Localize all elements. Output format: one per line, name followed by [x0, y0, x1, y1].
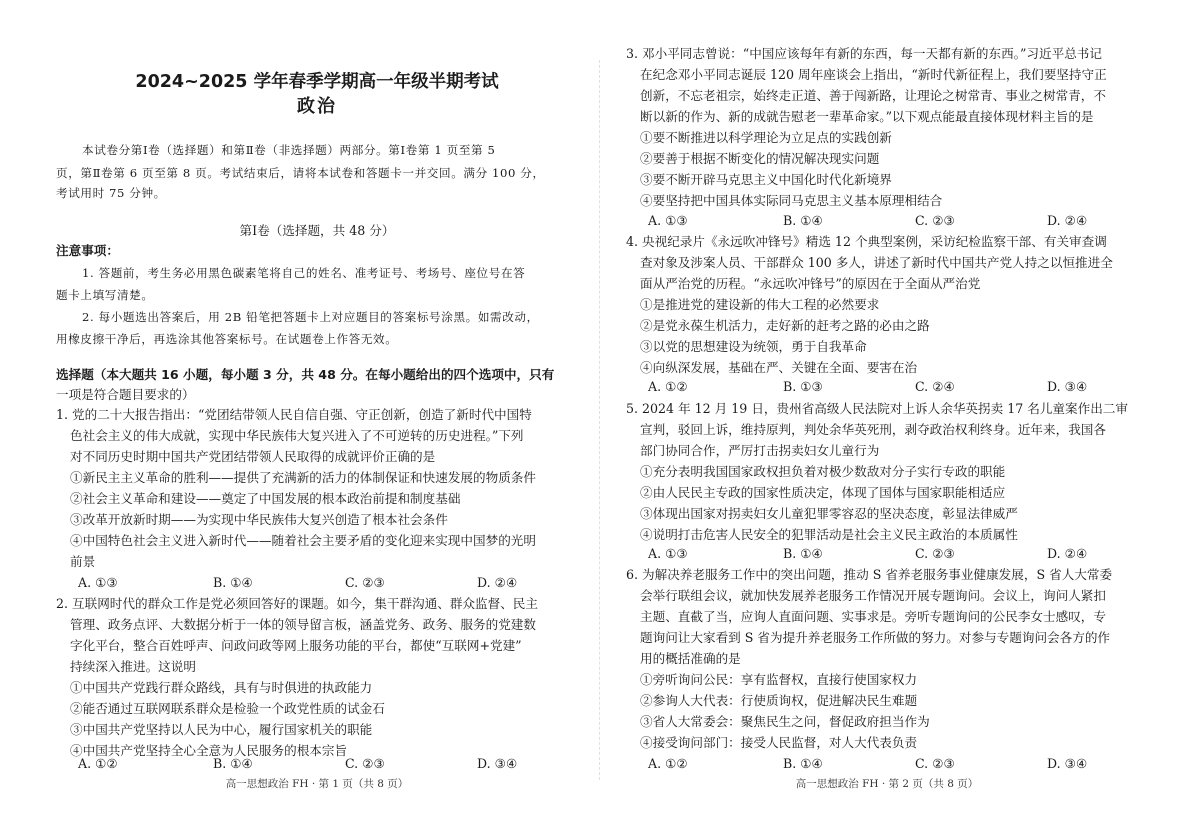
option-d[interactable]: D. ③④ [477, 756, 518, 771]
option-a[interactable]: A. ①③ [648, 546, 688, 561]
question-1-statement: 前景 [70, 554, 96, 569]
option-c[interactable]: C. ②④ [915, 379, 955, 394]
question-6-line: 主题、直截了当，应询人直面问题、实事求是。旁听专题询问的公民李女士感叹，专 [640, 609, 1106, 624]
option-a[interactable]: A. ①③ [648, 213, 688, 228]
option-a[interactable]: A. ①③ [78, 575, 118, 590]
notice-line: 1. 答题前，考生务必用黑色碳素笔将自己的姓名、准考证号、考场号、座位号在答 [82, 266, 526, 280]
question-4-statement: ②是党永葆生机活力，走好新的赶考之路的必由之路 [640, 318, 930, 333]
intro-line: 页，第Ⅱ卷第 6 页至第 8 页。考试结束后，请将本试卷和答题卡一并交回。满分 100 分， [56, 166, 545, 180]
question-5-line: 部门协同合作，严厉打击拐卖妇女儿童行为 [640, 443, 880, 458]
page-divider [599, 60, 600, 780]
question-5-line: 5. 2024 年 12 月 19 日，贵州省高级人民法院对上诉人余华英拐卖 17 名儿童案作出二审 [626, 401, 1128, 416]
subject-title: 政治 [297, 96, 337, 117]
question-1-options [56, 574, 578, 592]
exam-title: 2024~2025 学年春季学期高一年级半期考试 [135, 72, 499, 92]
question-4-statement: ④向纵深发展，基础在严、关键在全面、要害在治 [640, 360, 918, 375]
question-1-line: 色社会主义的伟大成就，实现中华民族伟大复兴进入了不可逆转的历史进程。”下列 [70, 428, 524, 443]
question-3-statement: ④要坚持把中国具体实际同马克思主义基本原理相结合 [640, 193, 943, 208]
option-d[interactable]: D. ②④ [1047, 213, 1088, 228]
question-5-line: 宣判，驳回上诉，维持原判，判处余华英死刑，剥夺政治权利终身。近年来，我国各 [640, 422, 1106, 437]
exam-page-1 [56, 0, 578, 826]
question-6-statement: ①旁听询问公民：享有监督权，直接行使国家权力 [640, 672, 918, 687]
page-footer: 高一思想政治 FH · 第 2 页（共 8 页） [795, 778, 979, 790]
question-1-line: 对不同历史时期中国共产党团结带领人民取得的成就评价正确的是 [70, 449, 436, 464]
exam-page-2 [626, 0, 1148, 826]
question-6-statement: ③省人大常委会：聚焦民生之问，督促政府担当作为 [640, 714, 930, 729]
option-a[interactable]: A. ①② [648, 379, 688, 394]
option-c[interactable]: C. ②③ [915, 546, 955, 561]
question-4-statement: ①是推进党的建设新的伟大工程的必然要求 [640, 297, 880, 312]
question-3-line: 断以新的作为、新的成就告慰老一辈革命家。”以下观点能最直接体现材料主旨的是 [640, 109, 1094, 124]
option-d[interactable]: D. ②④ [1047, 546, 1088, 561]
notice-line: 2. 每小题选出答案后，用 2B 铅笔把答题卡上对应题目的答案标号涂黑。如需改动， [82, 310, 539, 324]
question-2-statement: ③中国共产党坚持以人民为中心，履行国家机关的职能 [70, 722, 373, 737]
question-4-line: 面从严治党的历程。“永远吹冲锋号”的原因在于全面从严治党 [640, 276, 981, 291]
option-d[interactable]: D. ②④ [477, 575, 518, 590]
option-c[interactable]: C. ②③ [345, 756, 385, 771]
question-1-statement: ②社会主义革命和建设——奠定了中国发展的根本政治前提和制度基础 [70, 491, 461, 506]
section-title: 第Ⅰ卷（选择题，共 48 分） [239, 223, 395, 238]
option-a[interactable]: A. ①② [78, 756, 118, 771]
option-c[interactable]: C. ②③ [345, 575, 385, 590]
question-5-statement: ③体现出国家对拐卖妇女儿童犯罪零容忍的坚决态度，彰显法律威严 [640, 506, 1018, 521]
question-1-statement: ③改革开放新时期——为实现中华民族伟大复兴创造了根本社会条件 [70, 512, 448, 527]
question-2-statement: ④中国共产党坚持全心全意为人民服务的根本宗旨 [70, 743, 348, 758]
option-b[interactable]: B. ①④ [213, 575, 253, 590]
question-6-options [626, 755, 1148, 773]
question-1-statement: ④中国特色社会主义进入新时代——随着社会主要矛盾的变化迎来实现中国梦的光明 [70, 533, 536, 548]
question-4-line: 查对象及涉案人员、干部群众 100 多人，讲述了新时代中国共产党人持之以恒推进全 [640, 255, 1113, 270]
option-b[interactable]: B. ①④ [783, 546, 823, 561]
question-2-line: 字化平台，整合百姓呼声、问政问政等网上服务功能的平台，都使“互联网+党建” [70, 638, 522, 653]
option-b[interactable]: B. ①④ [783, 213, 823, 228]
option-c[interactable]: C. ②③ [915, 213, 955, 228]
question-2-statement: ②能否通过互联网联系群众是检验一个政党性质的试金石 [70, 701, 385, 716]
question-2-options [56, 750, 578, 768]
option-b[interactable]: B. ①③ [783, 379, 823, 394]
option-b[interactable]: B. ①④ [213, 756, 253, 771]
question-2-line: 持续深入推进。这说明 [70, 659, 196, 674]
question-3-options [626, 212, 1148, 230]
choice-heading-text: 选择题（本大题共 16 小题，每小题 3 分，共 48 分。在每小题给出的四个选项中，只有 [56, 367, 555, 382]
question-5-statement: ④说明打击危害人民安全的犯罪活动是社会主义民主政治的本质属性 [640, 527, 1018, 542]
intro-line: 考试用时 75 分钟。 [56, 186, 166, 200]
question-3-line: 在纪念邓小平同志诞辰 120 周年座谈会上指出，“新时代新征程上，我们要坚持守正 [640, 67, 1107, 82]
question-4-line: 4. 央视纪录片《永远吹冲锋号》精选 12 个典型案例，采访纪检监察干部、有关审查调 [626, 234, 1107, 249]
question-2-statement: ①中国共产党践行群众路线，具有与时俱进的执政能力 [70, 680, 373, 695]
question-4-statement: ③以党的思想建设为统领，勇于自我革命 [640, 339, 867, 354]
choice-heading-line: 一项是符合题目要求的） [56, 387, 195, 402]
option-c[interactable]: C. ②③ [915, 756, 955, 771]
question-5-options [626, 545, 1148, 563]
option-d[interactable]: D. ③④ [1047, 756, 1088, 771]
question-6-line: 题询问让大家看到 S 省为提升养老服务工作所做的努力。对参与专题询问会各方的作 [640, 630, 1111, 645]
notice-line: 题卡上填写清楚。 [56, 288, 154, 302]
question-1-statement: ①新民主主义革命的胜利——提供了充满新的活力的体制保证和快速发展的物质条件 [70, 470, 536, 485]
option-a[interactable]: A. ①② [648, 756, 688, 771]
question-2-line: 2. 互联网时代的群众工作是党必须回答好的课题。如今，集干群沟通、群众监督、民主 [56, 596, 538, 611]
intro-line: 本试卷分第Ⅰ卷（选择题）和第Ⅱ卷（非选择题）两部分。第Ⅰ卷第 1 页至第 5 [82, 143, 496, 157]
question-4-options [626, 378, 1148, 396]
question-1-line: 1. 党的二十大报告指出：“党团结带领人民自信自强、守正创新，创造了新时代中国特 [56, 407, 532, 422]
notice-line: 用橡皮擦干净后，再选涂其他答案标号。在试题卷上作答无效。 [56, 332, 398, 346]
question-6-line: 6. 为解决养老服务工作中的突出问题，推动 S 省养老服务事业健康发展，S 省人大常委 [626, 567, 1113, 582]
question-3-statement: ②要善于根据不断变化的情况解决现实问题 [640, 151, 880, 166]
question-6-line: 会举行联组会议，就加快发展养老服务工作情况开展专题询问。会议上，询问人紧扣 [640, 588, 1106, 603]
option-b[interactable]: B. ①④ [783, 756, 823, 771]
question-6-line: 用的概括准确的是 [640, 651, 741, 666]
choice-heading [56, 366, 554, 384]
question-5-statement: ②由人民民主专政的国家性质决定，体现了国体与国家职能相适应 [640, 485, 1006, 500]
option-d[interactable]: D. ③④ [1047, 379, 1088, 394]
question-6-statement: ②参询人大代表：行使质询权，促进解决民生难题 [640, 693, 918, 708]
question-3-line: 创新，不忘老祖宗，始终走正道、善于闯新路，让理论之树常青、事业之树常青，不 [640, 88, 1106, 103]
question-5-statement: ①充分表明我国国家政权担负着对极少数敌对分子实行专政的职能 [640, 464, 1006, 479]
page-footer: 高一思想政治 FH · 第 1 页（共 8 页） [225, 778, 409, 790]
question-2-line: 管理、政务点评、大数据分析于一体的领导留言板，涵盖党务、政务、服务的党建数 [70, 617, 536, 632]
notice-title: 注意事项： [56, 243, 119, 258]
question-6-statement: ④接受询问部门：接受人民监督，对人大代表负责 [640, 735, 918, 750]
question-3-statement: ③要不断开辟马克思主义中国化时代化新境界 [640, 172, 892, 187]
question-3-line: 3. 邓小平同志曾说：“中国应该每年有新的东西，每一天都有新的东西。”习近平总书记 [626, 46, 1102, 61]
question-3-statement: ①要不断推进以科学理论为立足点的实践创新 [640, 130, 892, 145]
